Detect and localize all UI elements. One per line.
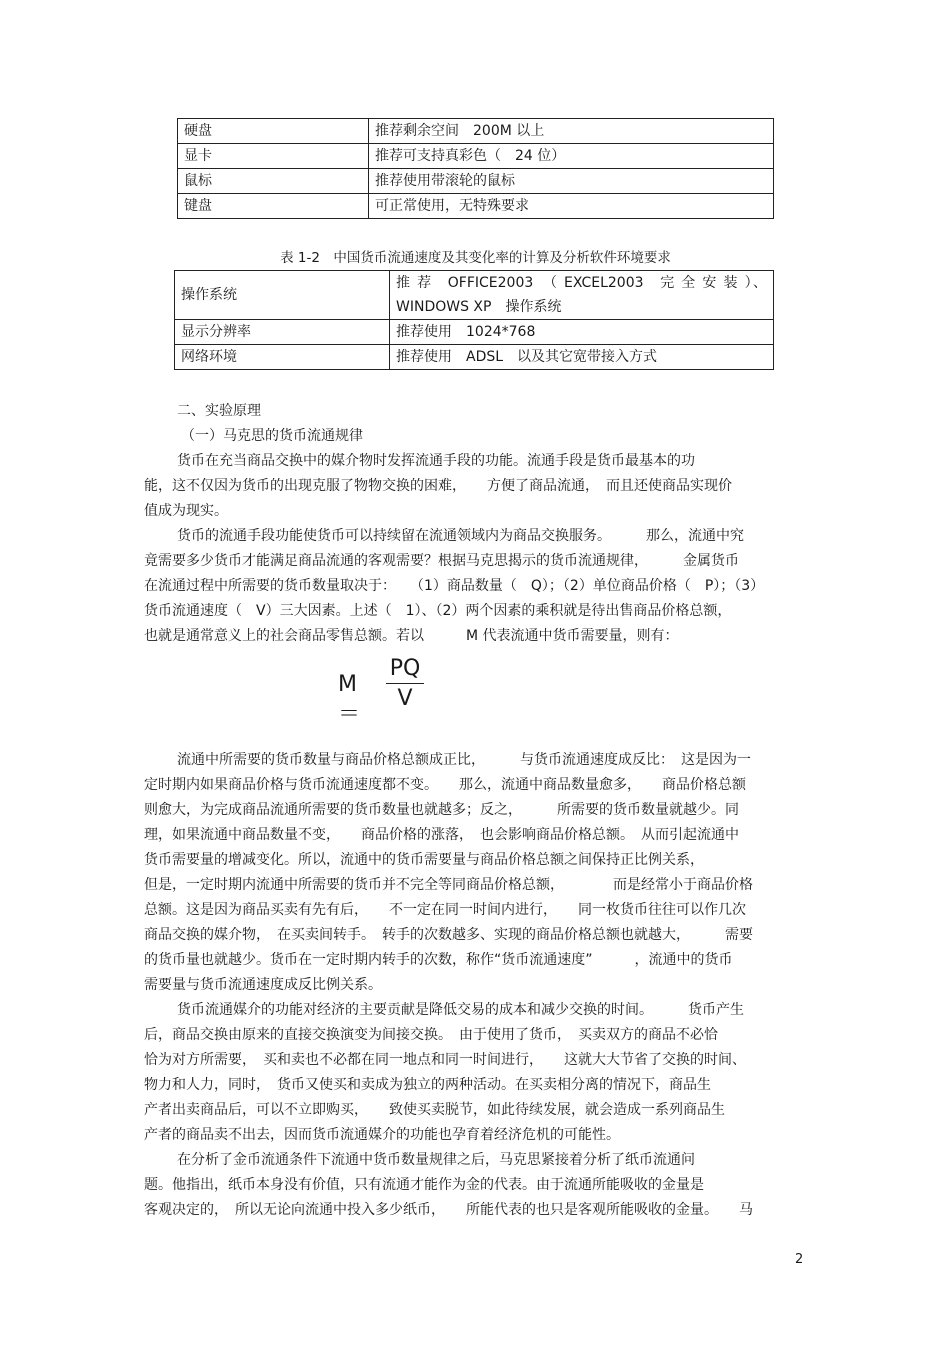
paragraph	[144, 449, 806, 524]
formula-numerator: PQ	[389, 656, 421, 681]
table-cell: 显卡	[178, 144, 369, 169]
paragraph	[144, 998, 806, 1148]
table-cell: 显示分辨率	[175, 320, 390, 345]
cell-line: WINDOWS XP 操作系统	[396, 299, 562, 315]
cell-line: 推 荐 OFFICE2003 （ EXCEL2003 完 全 安 装 ）、	[396, 275, 767, 291]
table-cell: 硬盘	[178, 119, 369, 144]
text-line: 流通中所需要的货币数量与商品价格总额成正比， 与货币流通速度成反比： 这是因为一	[177, 752, 751, 768]
text-line: 在分析了金币流通条件下流通中货币数量规律之后，马克思紧接着分析了纸币流通问	[177, 1152, 695, 1168]
table-cell: 推荐使用 1024*768	[390, 320, 774, 345]
text-line: 产者出卖商品后，可以不立即购买， 致使买卖脱节，如此待续发展，就会造成一系列商品生	[144, 1102, 725, 1118]
section-heading: 二、实验原理	[177, 403, 261, 419]
table-cell: 推荐剩余空间 200M 以上	[369, 119, 774, 144]
fraction-bar	[386, 683, 424, 684]
hardware-requirements-table	[177, 118, 774, 219]
table-cell: 可正常使用，无特殊要求	[369, 194, 774, 219]
text-line: 恰为对方所需要， 买和卖也不必都在同一地点和同一时间进行， 这就大大节省了交换的时间、	[144, 1052, 746, 1068]
table-row	[175, 345, 774, 370]
page-number: 2	[795, 1252, 804, 1267]
text-line: 的货币量也就越少。货币在一定时期内转手的次数，称作“货币流通速度” ，流通中的货币	[144, 952, 733, 968]
text-line: 货币流通速度（ V）三大因素。上述（ 1）、（2）两个因素的乘积就是待出售商品价格总额，	[144, 603, 732, 619]
table-row	[175, 271, 774, 320]
paragraph	[144, 748, 806, 998]
table-row	[178, 119, 774, 144]
text-line: 题。他指出，纸币本身没有价值，只有流通才能作为金的代表。由于流通所能吸收的金量是	[144, 1177, 704, 1193]
table-cell: 网络环境	[175, 345, 390, 370]
text-line: 后，商品交换由原来的直接交换演变为间接交换。 由于使用了货币， 买卖双方的商品不必恰	[144, 1027, 718, 1043]
table-cell: 操作系统	[175, 271, 390, 320]
formula-denominator: V	[397, 686, 413, 711]
table-cell: 键盘	[178, 194, 369, 219]
table-cell: 推荐可支持真彩色（ 24 位）	[369, 144, 774, 169]
table-row	[175, 320, 774, 345]
sub-heading: （一）马克思的货币流通规律	[181, 428, 363, 444]
software-requirements-table	[174, 270, 774, 370]
text-line: 总额。这是因为商品买卖有先有后， 不一定在同一时间内进行， 同一枚货币往往可以作几次	[144, 902, 746, 918]
text-line: 货币需要量的增减变化。所以，流通中的货币需要量与商品价格总额之间保持正比例关系，	[144, 852, 704, 868]
table-row	[178, 144, 774, 169]
formula-lhs: M＝	[338, 672, 361, 727]
table-cell	[390, 271, 774, 320]
text-line: 产者的商品卖不出去，因而货币流通媒介的功能也孕育着经济危机的可能性。	[144, 1127, 620, 1143]
table-cell: 推荐使用带滚轮的鼠标	[369, 169, 774, 194]
text-line: 定时期内如果商品价格与货币流通速度都不变。 那么，流通中商品数量愈多， 商品价格总额	[144, 777, 746, 793]
text-line: 在流通过程中所需要的货币数量取决于： （1）商品数量（ Q）；（2）单位商品价格（ P）；（3）	[144, 578, 765, 594]
text-line: 值成为现实。	[144, 503, 228, 519]
text-line: 能，这不仅因为货币的出现克服了物物交换的困难， 方便了商品流通， 而且还使商品实现价	[144, 478, 732, 494]
table-row	[178, 169, 774, 194]
text-line: 货币流通媒介的功能对经济的主要贡献是降低交易的成本和减少交换的时间。 货币产生	[177, 1002, 744, 1018]
formula-fraction	[386, 656, 424, 711]
paragraph	[144, 524, 806, 649]
paragraph	[144, 1148, 806, 1223]
text-line: 客观决定的， 所以无论向流通中投入多少纸币， 所能代表的也只是客观所能吸收的金量。 马	[144, 1202, 753, 1218]
text-line: 但是，一定时期内流通中所需要的货币并不完全等同商品价格总额， 而是经常小于商品价格	[144, 877, 753, 893]
table-cell: 推荐使用 ADSL 以及其它宽带接入方式	[390, 345, 774, 370]
table-caption: 表 1-2 中国货币流通速度及其变化率的计算及分析软件环境要求	[280, 250, 671, 266]
text-line: 则愈大，为完成商品流通所需要的货币数量也就越多；反之， 所需要的货币数量就越少。同	[144, 802, 739, 818]
text-line: 理，如果流通中商品数量不变， 商品价格的涨落， 也会影响商品价格总额。 从而引起流通中	[144, 827, 739, 843]
table-cell: 鼠标	[178, 169, 369, 194]
text-line: 货币在充当商品交换中的媒介物时发挥流通手段的功能。流通手段是货币最基本的功	[177, 453, 695, 469]
table-row	[178, 194, 774, 219]
text-line: 也就是通常意义上的社会商品零售总额。若以 M 代表流通中货币需要量，则有：	[144, 628, 679, 644]
text-line: 商品交换的媒介物， 在买卖间转手。 转手的次数越多、实现的商品价格总额也就越大， 需要	[144, 927, 753, 943]
text-line: 需要量与货币流通速度成反比例关系。	[144, 977, 382, 993]
text-line: 物力和人力，同时， 货币又使买和卖成为独立的两种活动。在买卖相分离的情况下，商品生	[144, 1077, 711, 1093]
text-line: 货币的流通手段功能使货币可以持续留在流通领域内为商品交换服务。 那么，流通中究	[177, 528, 744, 544]
text-line: 竟需要多少货币才能满足商品流通的客观需要？根据马克思揭示的货币流通规律， 金属货币	[144, 553, 739, 569]
